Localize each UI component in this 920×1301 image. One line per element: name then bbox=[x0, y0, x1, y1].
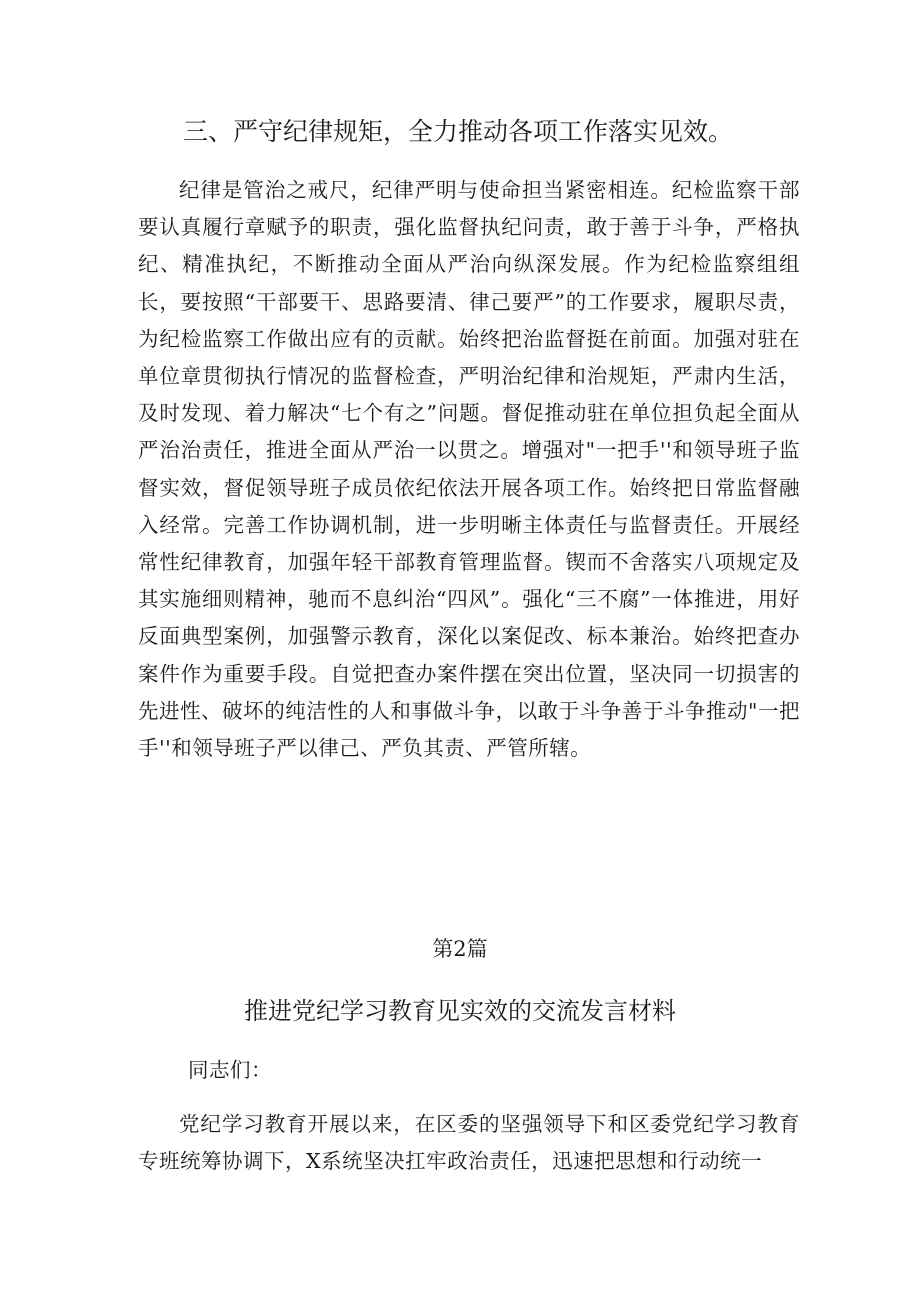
chapter-label: 第2篇 bbox=[432, 937, 488, 961]
opening-paragraph: 党纪学习教育开展以来，在区委的坚强领导下和区委党纪学习教育专班统筹协调下，X系统坚决扛牢政治责任，迅速把思想和行动统一 bbox=[138, 1112, 800, 1174]
salutation: 同志们： bbox=[188, 1058, 272, 1082]
section-heading: 三、严守纪律规矩，全力推动各项工作落实见效。 bbox=[183, 117, 734, 146]
document-title: 推进党纪学习教育见实效的交流发言材料 bbox=[244, 997, 676, 1025]
section-paragraph: 纪律是管治之戒尺，纪律严明与使命担当紧密相连。纪检监察干部要认真履行章赋予的职责，强化监督执纪问责，敢于善于斗争，严格执纪、精准执纪，不断推动全面从严治向纵深发展。作为纪检监察组组长，要按照“干部要干、思路要清、律己要严”的工作要求，履职尽责，为纪检监察工作做出应有的贡献。始终把治监督挺在前面。加强对驻在单位章贯彻执行情况的监督检查，严明治纪律和治规矩，严肃内生活，及时发现、着力解决“七个有之”问题。督促推动驻在单位担负起全面从严治治责任，推进全面从严治一以贯之。增强对"一把手''和领导班子监督实效，督促领导班子成员依纪依法开展各项工作。始终把日常监督融入经常。完善工作协调机制，进一步明晰主体责任与监督责任。开展经常性纪律教育，加强年轻干部教育管理监督。锲而不舍落实八项规定及其实施细则精神，驰而不息纠治“四风”。强化“三不腐”一体推进，用好反面典型案例，加强警示教育，深化以案促改、标本兼治。始终把查办案件作为重要手段。自觉把查办案件摆在突出位置，坚决同一切损害的先进性、破坏的纯洁性的人和事做斗争，以敢于斗争善于斗争推动"一把手''和领导班子严以律己、严负其责、严管所辖。 bbox=[138, 178, 800, 761]
